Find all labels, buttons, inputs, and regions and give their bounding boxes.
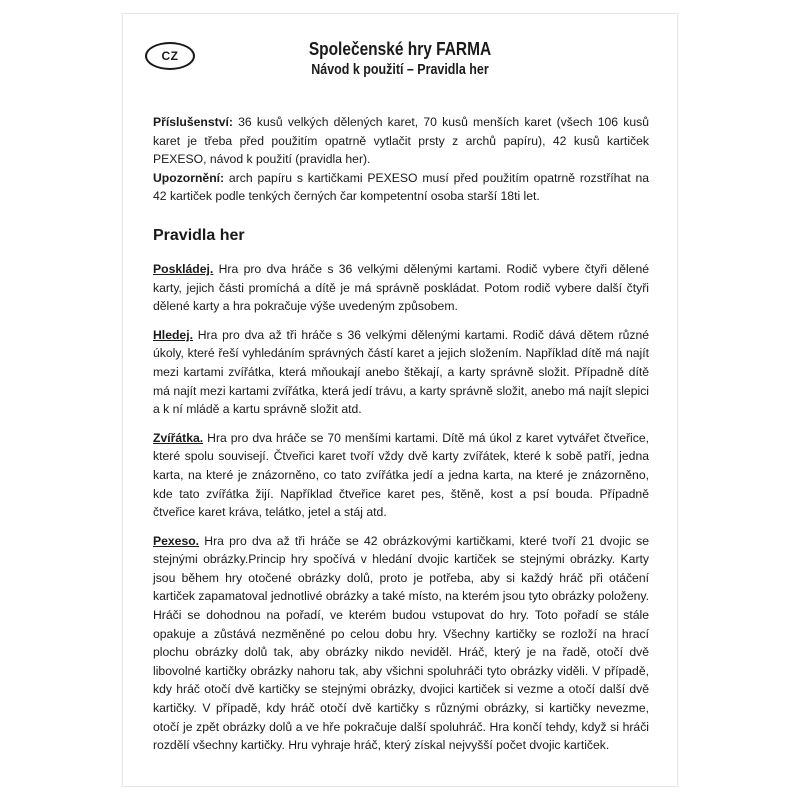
rule-text: Hra pro dva hráče se 70 menšími kartami. Dítě má úkol z karet vytvářet čtveřice, které spolu souvisejí. Čtveřici karet tvoří vždy dvě karty zvířátek, které k sobě patří, jedna karta, na které je znázorněno, co tato zvířátka jedí a jedna karta, na které je znázorněno, kde tato zvířátka žijí. Například čtveřice karet pes, štěně, kost a psí bouda. Případně čtveřice karet kráva, telátko, jetel a stáj atd. [153, 430, 650, 520]
country-code-badge: CZ [145, 42, 195, 70]
rule-label: Pexeso. [153, 533, 200, 548]
document-body [153, 113, 649, 755]
rule-text: Hra pro dva až tři hráče s 36 velkými dělenými kartami. Rodič dává dětem různé úkoly, které řeší vyhledáním správných částí karet a jejich složením. Například dítě má najít mezi kartami zvířátka, která mňoukají anebo štěkají, a karty správně složit. Případně dítě má najít mezi kartami zvířátka, která jedí trávu, a karty správně složit, anebo má najít slepici a k ní mládě a kartu správně složit atd. [153, 327, 649, 417]
document-subtitle: Návod k použití – Pravidla her [311, 62, 489, 78]
rule-hledej [153, 326, 649, 419]
accessories-label: Příslušenství: [153, 115, 233, 129]
accessories-paragraph [153, 113, 649, 169]
document-title: Společenské hry FARMA [308, 39, 492, 59]
accessories-text: 36 kusů velkých dělených karet, 70 kusů menších karet (všech 106 kusů karet je třeba před použitím opatrně vytlačit prsty z archů papíru), 42 kusů kartiček PEXESO, návod k použití (pravidla her). [153, 115, 649, 167]
rule-text: Hra pro dva hráče s 36 velkými dělenými kartami. Rodič vybere čtyři dělené karty, jejich části promíchá a dítě je má správně poskládat. Potom rodič vybere další čtyři dělené karty a hra pokračuje výše uvedeným způsobem. [153, 261, 649, 314]
warning-text: arch papíru s kartičkami PEXESO musí před použitím opatrně rozstříhat na 42 kartiček podle tenkých černých čar kompetentní osoba starší 18ti let. [153, 170, 650, 204]
warning-label: Upozornění: [153, 170, 225, 185]
rule-poskladej [153, 260, 649, 316]
rule-text: Hra pro dva až tři hráče se 42 obrázkovými kartičkami, které tvoří 21 dvojic se stejnými obrázky.Princip hry spočívá v hledání dvojic kartiček se stejnými obrázky. Karty jsou během hry otočené obrázky dolů, proto je potřeba, aby si každý hráč při otáčení kartiček zapamatoval jednotlivé obrázky a také místo, na kterém jsou tyto obrázky položeny. Hráči se dohodnou na pořadí, ve kterém budou vstupovat do hry. Toto pořadí se stále opakuje a zůstává nezměněné po celou dobu hry. Všechny kartičky se rozloží na hrací plochu obrázky dolů tak, aby obrázky nikdo neviděl. Hráč, který je na řadě, otočí dvě libovolné kartičky obrázky nahoru tak, aby všichni spoluhráči tyto obrázky viděli. V případě, kdy hráč otočí dvě kartičky se stejnými obrázky, dvojici kartiček si vezme a otočí další dvě kartičky. V případě, kdy hráč otočí dvě kartičky s různými obrázky, si kartičky nevezme, otočí je zpět obrázky dolů a ve hře pokračuje další spoluhráč. Hra končí tehdy, když si hráči rozdělí všechny kartičky. Hru vyhraje hráč, který získal nejvyšší počet dvojic kartiček. [153, 533, 649, 753]
rule-label: Hledej. [153, 327, 193, 342]
rule-pexeso [153, 532, 649, 755]
warning-paragraph [153, 169, 649, 206]
instruction-sheet [122, 13, 678, 787]
rule-label: Poskládej. [153, 261, 214, 276]
rules-heading: Pravidla her [153, 226, 245, 244]
rule-zviratka [153, 429, 649, 522]
rule-label: Zvířátka. [153, 430, 204, 445]
